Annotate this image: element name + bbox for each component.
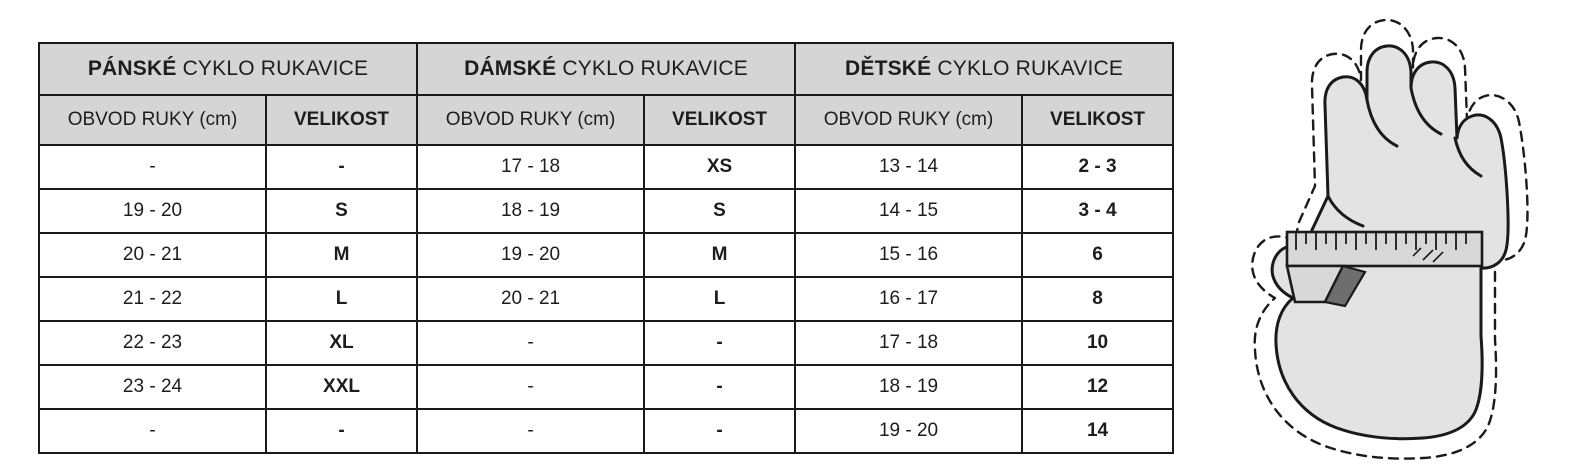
- group-header-mens-rest: CYKLO RUKAVICE: [176, 57, 369, 80]
- cell-size-mens: XXL: [266, 365, 417, 409]
- column-header-row: [39, 95, 1173, 145]
- cell-circ-womens: 18 - 19: [417, 189, 644, 233]
- group-header-kids-rest: CYKLO RUKAVICE: [931, 57, 1124, 80]
- col-header-circumference-mens: OBVOD RUKY (cm): [39, 95, 266, 145]
- cell-circ-kids: 13 - 14: [795, 145, 1022, 189]
- group-header-mens-bold: PÁNSKÉ: [87, 57, 177, 80]
- cell-size-kids: 8: [1022, 277, 1173, 321]
- cell-circ-kids: 14 - 15: [795, 189, 1022, 233]
- table-row: [39, 409, 1173, 453]
- cell-circ-womens: 17 - 18: [417, 145, 644, 189]
- cell-circ-mens: -: [39, 409, 266, 453]
- cell-circ-womens: 20 - 21: [417, 277, 644, 321]
- size-table-container: [38, 42, 1171, 454]
- group-header-mens: [39, 43, 417, 95]
- table-row: [39, 145, 1173, 189]
- cell-size-mens: XL: [266, 321, 417, 365]
- cell-size-kids: 14: [1022, 409, 1173, 453]
- cell-size-womens: M: [644, 233, 795, 277]
- group-header-womens-rest: CYKLO RUKAVICE: [556, 57, 748, 80]
- cell-size-kids: 6: [1022, 233, 1173, 277]
- cell-circ-womens: -: [417, 409, 644, 453]
- cell-size-womens: -: [644, 365, 795, 409]
- cell-size-kids: 12: [1022, 365, 1173, 409]
- cell-size-womens: XS: [644, 145, 795, 189]
- col-header-circumference-kids: OBVOD RUKY (cm): [795, 95, 1022, 145]
- cell-circ-womens: 19 - 20: [417, 233, 644, 277]
- table-row: [39, 365, 1173, 409]
- cell-size-womens: -: [644, 321, 795, 365]
- cell-circ-mens: -: [39, 145, 266, 189]
- cell-size-kids: 2 - 3: [1022, 145, 1173, 189]
- cell-circ-mens: 23 - 24: [39, 365, 266, 409]
- cell-size-womens: L: [644, 277, 795, 321]
- cell-circ-mens: 22 - 23: [39, 321, 266, 365]
- cell-circ-mens: 19 - 20: [39, 189, 266, 233]
- col-header-size-womens: VELIKOST: [644, 95, 795, 145]
- size-table: [38, 42, 1174, 454]
- group-header-kids-bold: DĚTSKÉ: [845, 57, 932, 80]
- col-header-size-mens: VELIKOST: [266, 95, 417, 145]
- cell-size-kids: 10: [1022, 321, 1173, 365]
- group-header-row: [39, 43, 1173, 95]
- cell-circ-kids: 16 - 17: [795, 277, 1022, 321]
- cell-size-mens: -: [266, 145, 417, 189]
- cell-size-mens: L: [266, 277, 417, 321]
- group-header-kids: [795, 43, 1173, 95]
- cell-circ-womens: -: [417, 321, 644, 365]
- col-header-circumference-womens: OBVOD RUKY (cm): [417, 95, 644, 145]
- cell-circ-kids: 18 - 19: [795, 365, 1022, 409]
- group-header-womens: [417, 43, 795, 95]
- table-row: [39, 233, 1173, 277]
- hand-measure-illustration: [1175, 10, 1570, 470]
- cell-circ-mens: 20 - 21: [39, 233, 266, 277]
- cell-circ-kids: 15 - 16: [795, 233, 1022, 277]
- col-header-size-kids: VELIKOST: [1022, 95, 1173, 145]
- cell-size-mens: M: [266, 233, 417, 277]
- cell-size-mens: S: [266, 189, 417, 233]
- table-row: [39, 321, 1173, 365]
- cell-size-kids: 3 - 4: [1022, 189, 1173, 233]
- cell-size-mens: -: [266, 409, 417, 453]
- table-row: [39, 189, 1173, 233]
- cell-circ-kids: 17 - 18: [795, 321, 1022, 365]
- cell-circ-kids: 19 - 20: [795, 409, 1022, 453]
- cell-size-womens: -: [644, 409, 795, 453]
- group-header-womens-bold: DÁMSKÉ: [464, 57, 557, 80]
- cell-size-womens: S: [644, 189, 795, 233]
- table-row: [39, 277, 1173, 321]
- cell-circ-mens: 21 - 22: [39, 277, 266, 321]
- cell-circ-womens: -: [417, 365, 644, 409]
